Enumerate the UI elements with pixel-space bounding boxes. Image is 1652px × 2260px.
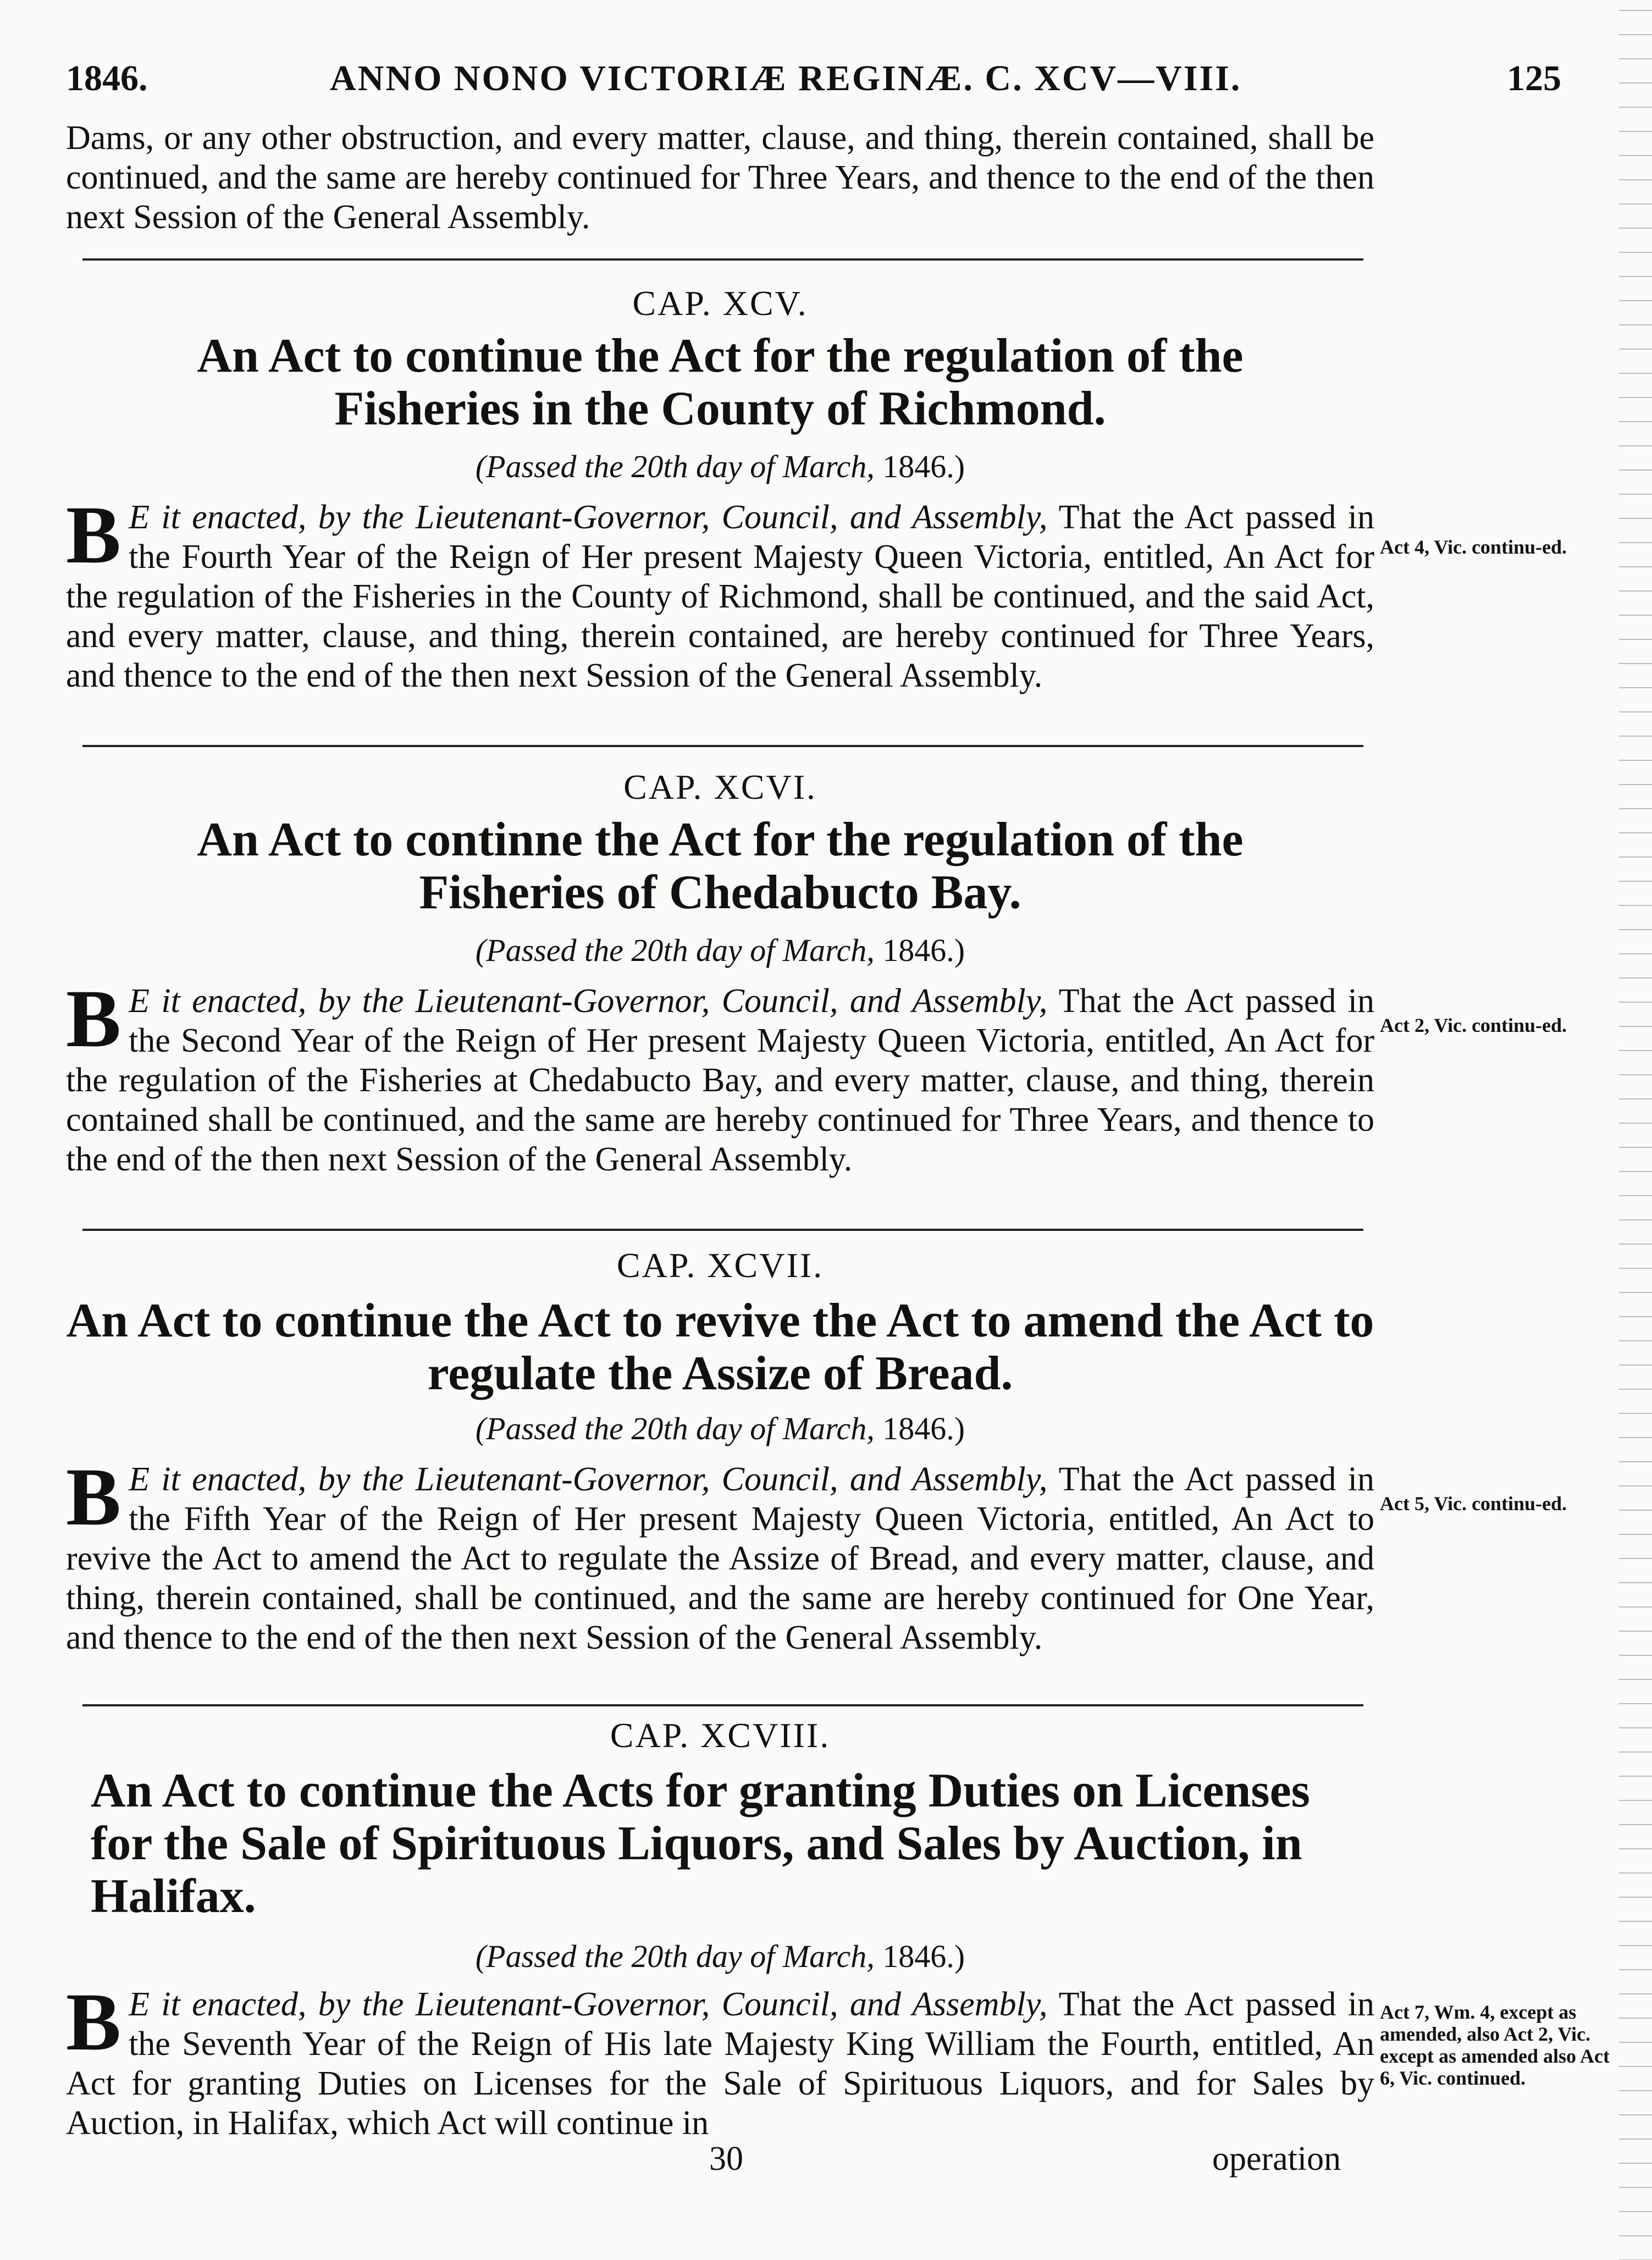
cap-heading: CAP. XCVI. (623, 767, 817, 806)
act-title: An Act to continue the Acts for granting Duties on Licenses for the Sale of Spirituous Liquors, and Sales by Auction, in Halifax. (91, 1764, 1310, 1923)
act-title: An Act to continue the Act for the regulation of the Fisheries in the County of Richmond. (197, 329, 1244, 435)
enact-formula: E it enacted, by the Lieutenant-Governor, Council, and Assembly, (129, 1986, 1048, 2023)
passed-date (66, 932, 1374, 969)
enact-text: That the Act passed in the Second Year of the Reign of Her present Majesty Queen Victoria, entitled, An Act for the regulation of the Fisheries at Chedabucto Bay, and every matter, clause, and thing, therein contained shall be continued, and the same are hereby continued for Three Years, and thence to the end of the then next Session of the General Assembly. (66, 982, 1374, 1178)
passed-year: 1846.) (882, 449, 965, 484)
passed-prefix: (Passed the 20th day of March, (475, 932, 875, 968)
cap-heading: CAP. XCV. (632, 284, 808, 323)
printer-signature: 30 (709, 2140, 743, 2178)
enact-text: That the Act passed in the Seventh Year of the Reign of His late Majesty King William the Fourth, entitled, An Act for granting Duties on Licenses for the Sale of Spirituous Liquors, and for Sales by Auction, in Halifax, which Act will continue in (66, 1986, 1374, 2142)
page-number: 125 (1507, 58, 1561, 98)
running-header (66, 58, 1561, 107)
drop-cap: B (66, 489, 121, 581)
intro-paragraph-block (66, 118, 1374, 237)
passed-year: 1846.) (882, 1938, 965, 1974)
drop-cap: B (66, 973, 121, 1064)
passed-date (66, 448, 1374, 485)
section-divider (82, 258, 1363, 261)
cap-heading: CAP. XCVII. (616, 1246, 824, 1285)
section-divider (82, 1704, 1363, 1706)
passed-prefix: (Passed the 20th day of March, (475, 1938, 875, 1974)
enact-formula: E it enacted, by the Lieutenant-Governor, Council, and Assembly, (129, 1461, 1048, 1498)
act-title: An Act to continne the Act for the regulation of the Fisheries of Chedabucto Bay. (197, 813, 1244, 919)
enacting-clause (66, 489, 1374, 695)
passed-date (66, 1410, 1374, 1447)
margin-note: Act 7, Wm. 4, except as amended, also Act 2, Vic. except as amended also Act 6, Vic. continued. (1380, 2001, 1610, 2089)
scan-edge-artifact (1619, 0, 1652, 2260)
act-title: An Act to continue the Act to revive the Act to amend the Act to regulate the Assize of Bread. (66, 1294, 1374, 1400)
margin-note: Act 4, Vic. continu-ed. (1380, 536, 1567, 558)
passed-prefix: (Passed the 20th day of March, (475, 449, 875, 484)
enacting-clause (66, 973, 1374, 1179)
header-title: ANNO NONO VICTORIÆ REGINÆ. C. XCV—VIII. (330, 58, 1242, 98)
enact-formula: E it enacted, by the Lieutenant-Governor, Council, and Assembly, (129, 982, 1048, 1020)
intro-paragraph: Dams, or any other obstruction, and every matter, clause, and thing, therein contained, shall be continued, and the same are hereby continued for Three Years, and thence to the end of the then next Session of the General Assembly. (66, 119, 1374, 236)
drop-cap: B (66, 1451, 121, 1543)
section-divider (82, 1229, 1363, 1231)
drop-cap: B (66, 1976, 121, 2068)
enacting-clause (66, 1451, 1374, 1657)
section-divider (82, 745, 1363, 747)
margin-note: Act 5, Vic. continu-ed. (1380, 1493, 1567, 1515)
cap-heading: CAP. XCVIII. (610, 1716, 831, 1755)
header-year: 1846. (66, 58, 148, 98)
passed-prefix: (Passed the 20th day of March, (475, 1411, 875, 1446)
margin-note: Act 2, Vic. continu-ed. (1380, 1014, 1567, 1036)
enact-text: That the Act passed in the Fifth Year of the Reign of Her present Majesty Queen Victoria, entitled, An Act to revive the Act to amend the Act to regulate the Assize of Bread, and every matter, clause, and thing, therein contained, shall be continued, and the same are hereby continued for One Year, and thence to the end of the then next Session of the General Assembly. (66, 1461, 1374, 1656)
enact-text: That the Act passed in the Fourth Year of the Reign of Her present Majesty Queen Victoria, entitled, An Act for the regulation of the Fisheries in the County of Richmond, shall be continued, and the said Act, and every matter, clause, and thing, therein contained, are hereby continued for Three Years, and thence to the end of the then next Session of the General Assembly. (66, 499, 1374, 694)
passed-date (66, 1938, 1374, 1975)
enacting-clause (66, 1976, 1374, 2143)
passed-year: 1846.) (882, 932, 965, 968)
catchword: operation (1212, 2140, 1341, 2178)
passed-year: 1846.) (882, 1411, 965, 1446)
enact-formula: E it enacted, by the Lieutenant-Governor, Council, and Assembly, (129, 499, 1048, 536)
